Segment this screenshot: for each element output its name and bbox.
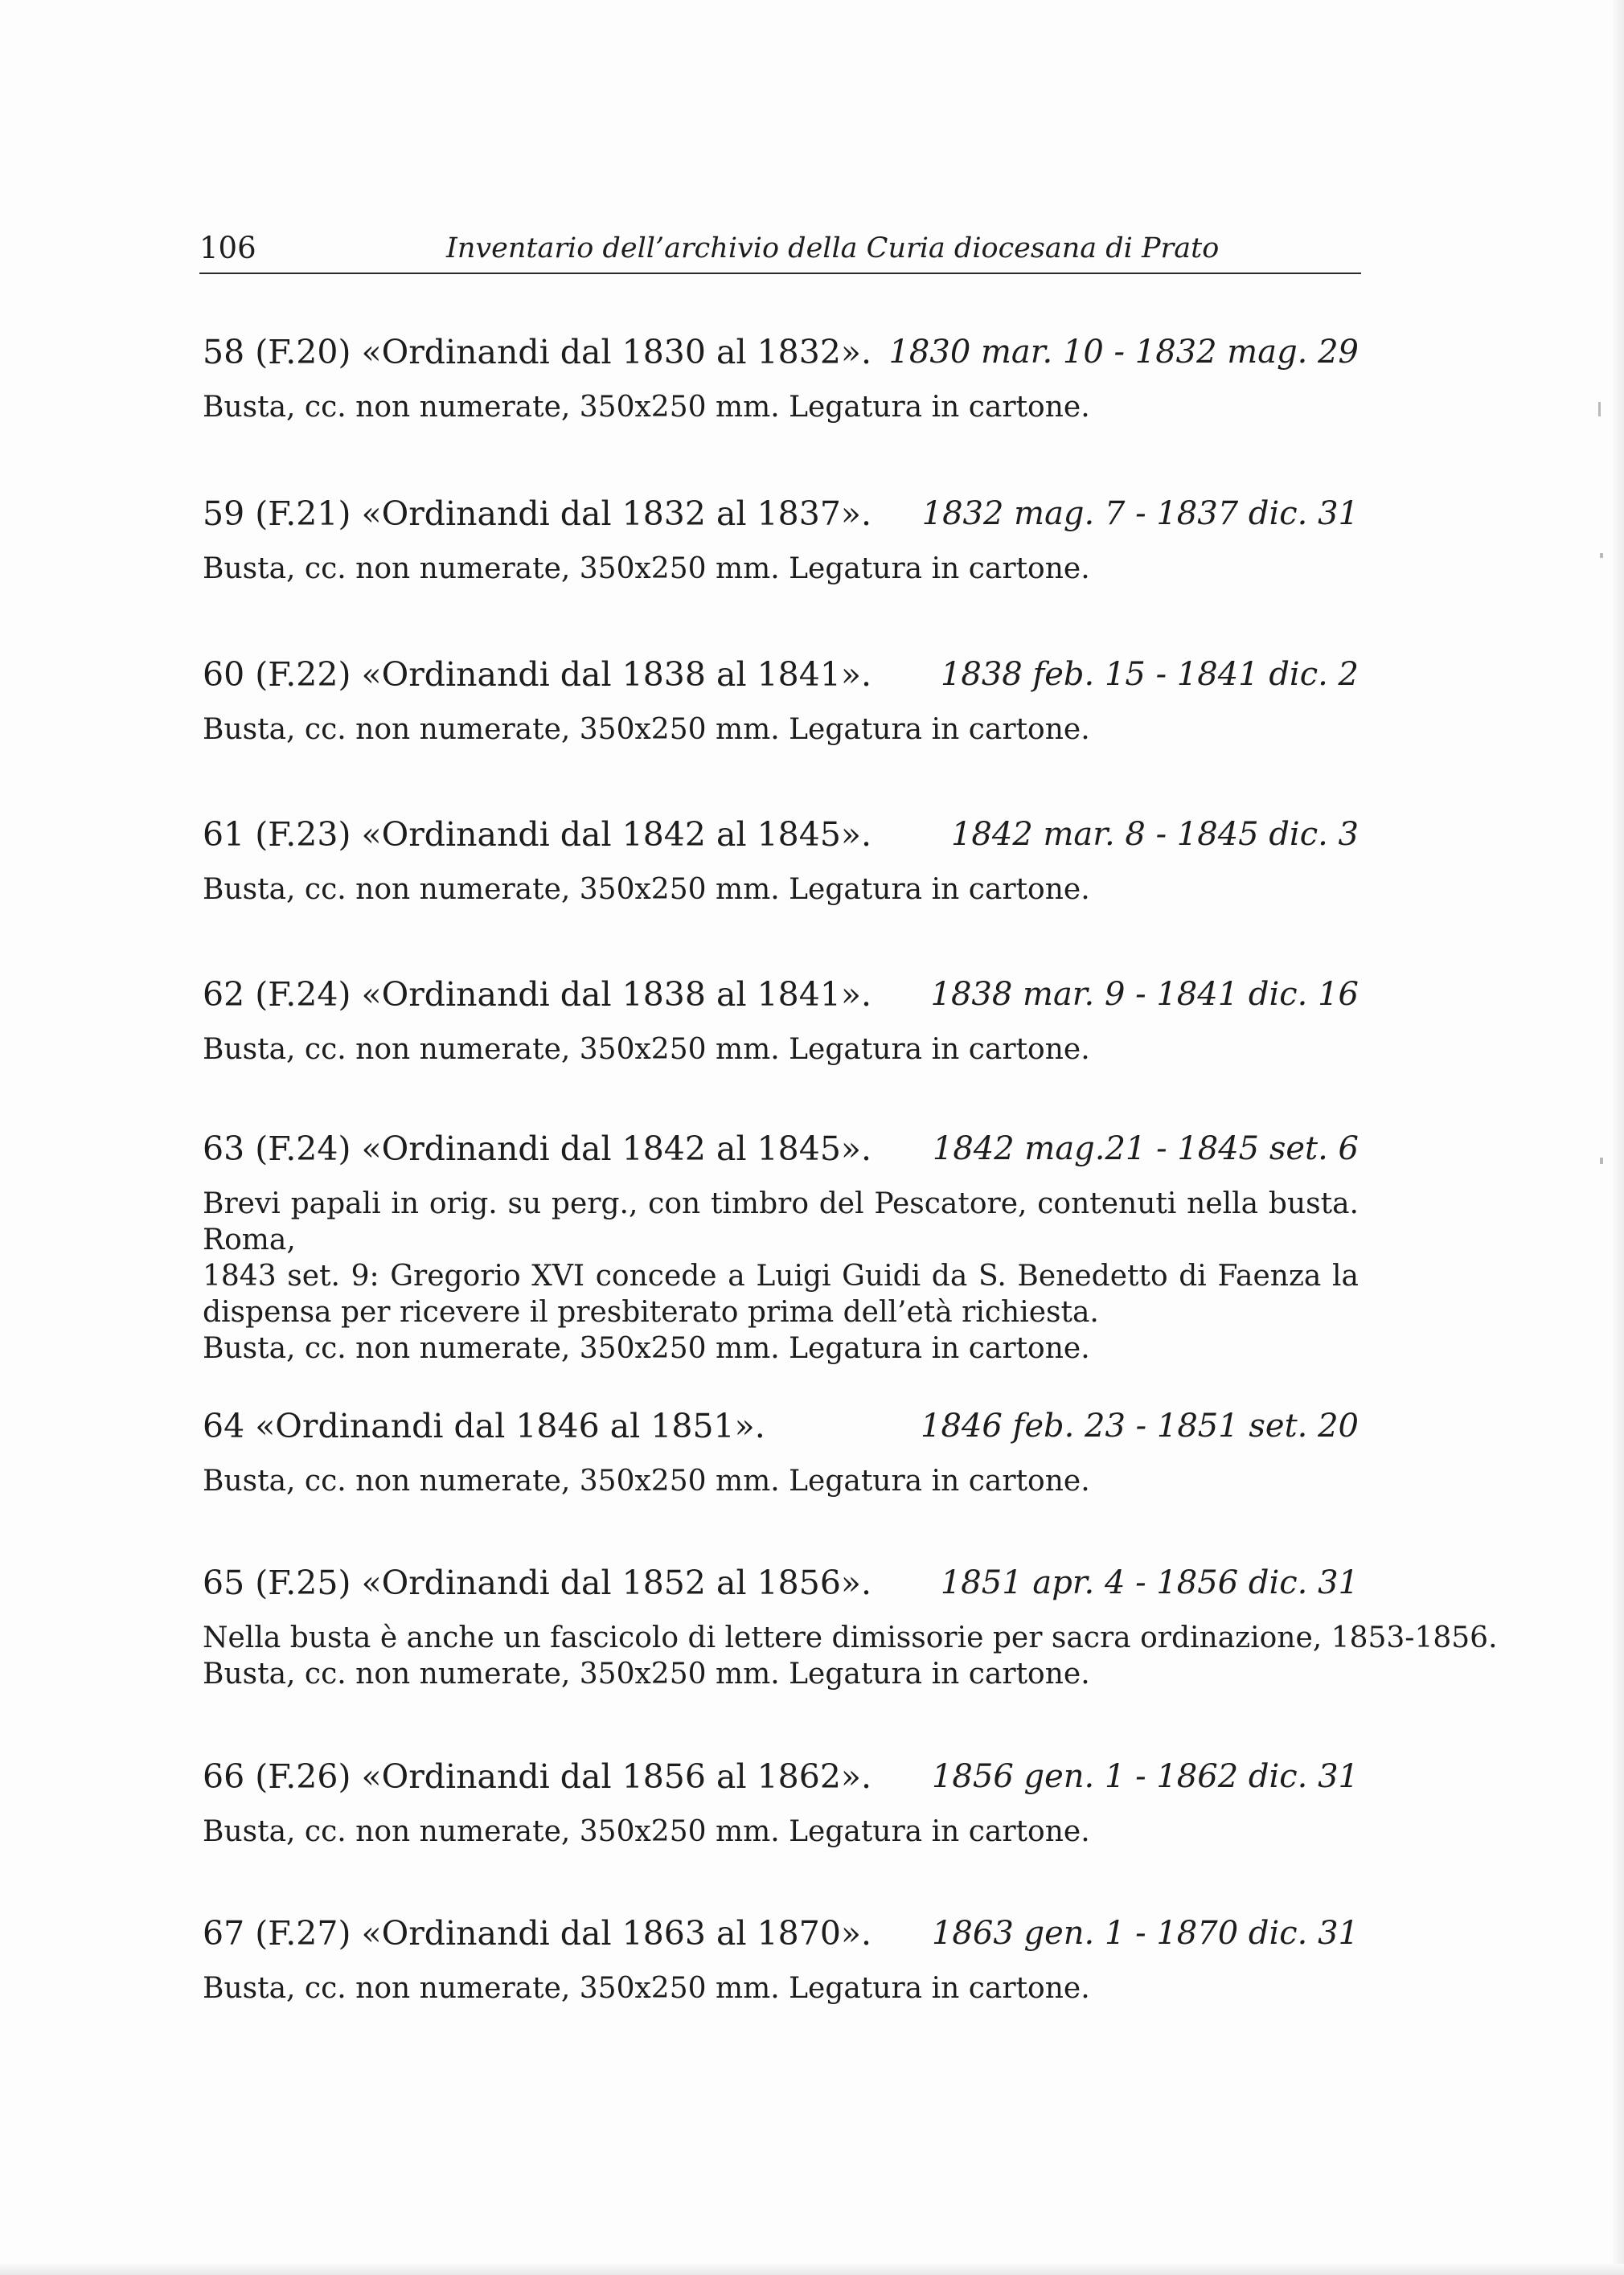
entry-description — [203, 1620, 1498, 1692]
entry-line: dispensa per ricevere il presbiterato prima dell’età richiesta. — [203, 1296, 1099, 1329]
entry-line: Brevi papali in orig. su perg., con timbro del Pescatore, contenuti nella busta. Roma, — [203, 1187, 1359, 1256]
scan-mark — [1600, 1158, 1603, 1164]
entry-date: 1838 mar. 9 - 1841 dic. 16 — [930, 976, 1359, 1013]
entry-title: 61 (F.23) «Ordinandi dal 1842 al 1845». — [203, 815, 872, 854]
entry-line: Busta, cc. non numerate, 350x250 mm. Legatura in cartone. — [203, 391, 1090, 424]
entry-description — [203, 1463, 1359, 1499]
running-title: Inventario dell’archivio della Curia diocesana di Prato — [446, 232, 1220, 264]
entry-line: Busta, cc. non numerate, 350x250 mm. Legatura in cartone. — [203, 1972, 1090, 2005]
entry-line: Nella busta è anche un fascicolo di lettere dimissorie per sacra ordinazione, 1853-1856. — [203, 1621, 1498, 1654]
entry-description — [203, 871, 1359, 908]
scan-edge-right — [1613, 0, 1624, 2275]
entry-description — [203, 1970, 1359, 2007]
page-header — [199, 229, 1361, 274]
entry-title: 58 (F.20) «Ordinandi dal 1830 al 1832». — [203, 333, 872, 371]
entry-title: 60 (F.22) «Ordinandi dal 1838 al 1841». — [203, 655, 872, 694]
entry-title: 64 «Ordinandi dal 1846 al 1851». — [203, 1407, 765, 1445]
scan-mark — [1600, 553, 1603, 558]
entry-line: Busta, cc. non numerate, 350x250 mm. Legatura in cartone. — [203, 713, 1090, 746]
entry-title: 62 (F.24) «Ordinandi dal 1838 al 1841». — [203, 975, 872, 1014]
entry-line: Busta, cc. non numerate, 350x250 mm. Legatura in cartone. — [203, 1332, 1090, 1365]
page-number: 106 — [199, 231, 256, 265]
entry-title: 65 (F.25) «Ordinandi dal 1852 al 1856». — [203, 1564, 872, 1602]
entry-description — [203, 1031, 1359, 1068]
entry-date: 1846 feb. 23 - 1851 set. 20 — [921, 1408, 1359, 1445]
entry-date: 1863 gen. 1 - 1870 dic. 31 — [931, 1915, 1359, 1952]
entry-line: 1843 set. 9: Gregorio XVI concede a Luigi Guidi da S. Benedetto di Faenza la — [203, 1260, 1359, 1293]
entry-description — [203, 389, 1359, 425]
scan-edge-bottom — [0, 2264, 1624, 2275]
entry-date: 1830 mar. 10 - 1832 mag. 29 — [888, 334, 1359, 371]
entry-description — [203, 711, 1359, 748]
entry-description — [203, 551, 1359, 587]
entry-description — [203, 1814, 1359, 1850]
entry-date: 1842 mag.21 - 1845 set. 6 — [932, 1130, 1359, 1167]
entry-date: 1842 mar. 8 - 1845 dic. 3 — [950, 816, 1359, 853]
entry-line: Busta, cc. non numerate, 350x250 mm. Legatura in cartone. — [203, 1465, 1090, 1498]
entry-date: 1851 apr. 4 - 1856 dic. 31 — [940, 1564, 1359, 1601]
entry-title: 66 (F.26) «Ordinandi dal 1856 al 1862». — [203, 1757, 872, 1796]
entry-line: Busta, cc. non numerate, 350x250 mm. Legatura in cartone. — [203, 1815, 1090, 1848]
scan-mark — [1598, 402, 1601, 416]
entry-line: Busta, cc. non numerate, 350x250 mm. Legatura in cartone. — [203, 552, 1090, 585]
entry-title: 59 (F.21) «Ordinandi dal 1832 al 1837». — [203, 494, 872, 533]
entry-title: 63 (F.24) «Ordinandi dal 1842 al 1845». — [203, 1129, 872, 1168]
entry-date: 1832 mag. 7 - 1837 dic. 31 — [921, 495, 1359, 532]
entry-date: 1838 feb. 15 - 1841 dic. 2 — [940, 656, 1359, 693]
entry-line: Busta, cc. non numerate, 350x250 mm. Legatura in cartone. — [203, 873, 1090, 906]
entry-title: 67 (F.27) «Ordinandi dal 1863 al 1870». — [203, 1914, 872, 1953]
entry-description — [203, 1186, 1359, 1367]
entry-line: Busta, cc. non numerate, 350x250 mm. Legatura in cartone. — [203, 1658, 1090, 1691]
entry-line: Busta, cc. non numerate, 350x250 mm. Legatura in cartone. — [203, 1033, 1090, 1066]
entry-date: 1856 gen. 1 - 1862 dic. 31 — [931, 1758, 1359, 1795]
